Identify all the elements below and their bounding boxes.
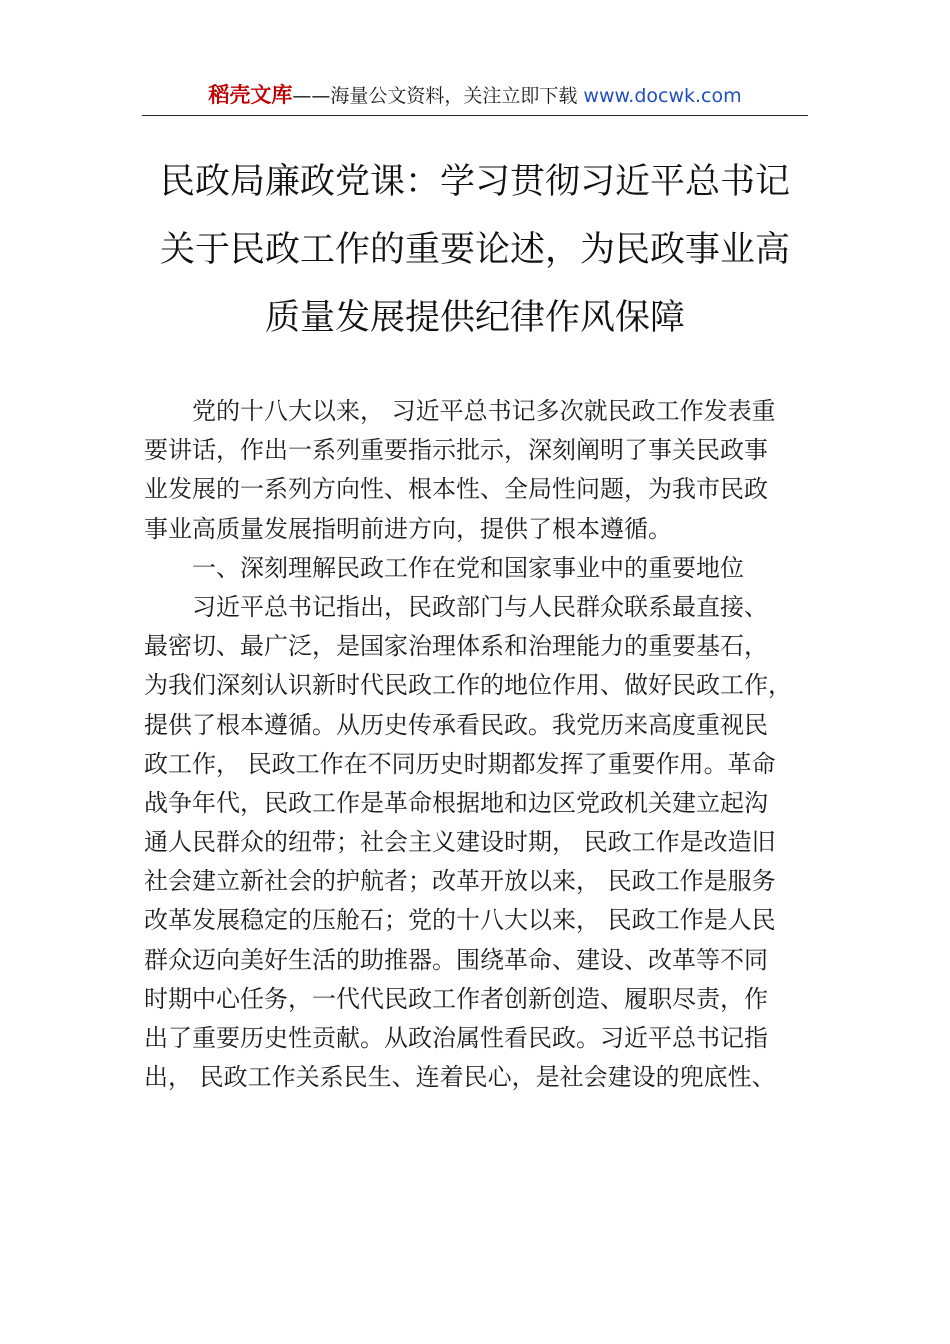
header-divider <box>142 115 808 116</box>
header-slogan: ——海量公文资料，关注立即下载 <box>292 85 584 107</box>
body-line: 通人民群众的纽带；社会主义建设时期， 民政工作是改造旧 <box>144 828 776 857</box>
body-line: 业发展的一系列方向性、根本性、全局性问题，为我市民政 <box>144 475 768 504</box>
body-line: 群众迈向美好生活的助推器。围绕革命、建设、改革等不同 <box>144 945 768 974</box>
document-title <box>142 148 808 352</box>
body-line: 时期中心任务，一代代民政工作者创新创造、履职尽责，作 <box>144 984 768 1013</box>
page-header <box>0 82 950 109</box>
title-line: 关于民政工作的重要论述，为民政事业高 <box>159 230 790 270</box>
body-line: 战争年代，民政工作是革命根据地和边区党政机关建立起沟 <box>144 788 768 817</box>
body-line: 出， 民政工作关系民生、连着民心，是社会建设的兜底性、 <box>144 1063 776 1092</box>
title-line: 质量发展提供纪律作风保障 <box>264 298 685 338</box>
title-line: 民政局廉政党课：学习贯彻习近平总书记 <box>159 162 790 202</box>
body-line: 社会建立新社会的护航者；改革开放以来， 民政工作是服务 <box>144 867 776 896</box>
body-line: 改革发展稳定的压舱石；党的十八大以来， 民政工作是人民 <box>144 906 776 935</box>
document-body <box>144 392 808 1097</box>
body-line: 要讲话，作出一系列重要指示批示，深刻阐明了事关民政事 <box>144 436 768 465</box>
body-line: 习近平总书记指出，民政部门与人民群众联系最直接、 <box>144 592 768 621</box>
section-heading: 一、深刻理解民政工作在党和国家事业中的重要地位 <box>144 553 744 582</box>
body-line: 提供了根本遵循。从历史传承看民政。我党历来高度重视民 <box>144 710 768 739</box>
brand-name: 稻壳文库 <box>208 83 293 107</box>
header-url[interactable]: www.docwk.com <box>583 85 742 107</box>
body-line: 事业高质量发展指明前进方向，提供了根本遵循。 <box>144 514 672 543</box>
body-line: 为我们深刻认识新时代民政工作的地位作用、做好民政工作， <box>144 671 792 700</box>
body-line: 最密切、最广泛，是国家治理体系和治理能力的重要基石， <box>144 632 768 661</box>
body-line: 出了重要历史性贡献。从政治属性看民政。习近平总书记指 <box>144 1024 768 1052</box>
body-line: 党的十八大以来， 习近平总书记多次就民政工作发表重 <box>144 397 776 425</box>
body-line: 政工作， 民政工作在不同历史时期都发挥了重要作用。革命 <box>144 749 776 778</box>
